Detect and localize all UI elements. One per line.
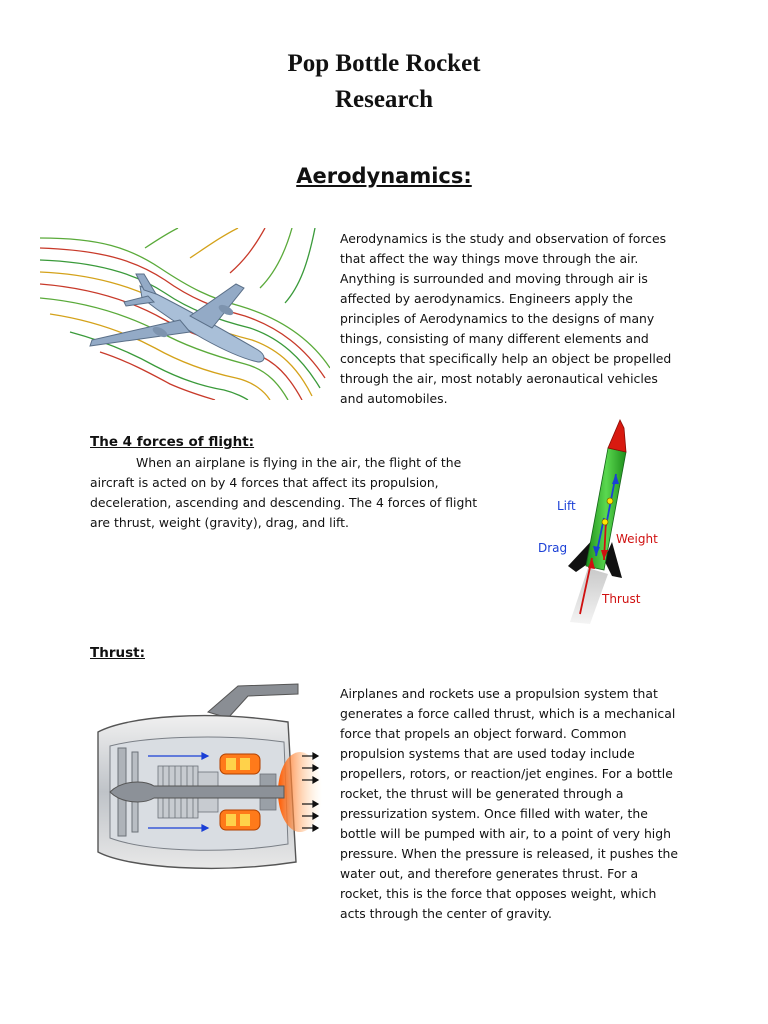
rocket-nose-cone (608, 420, 626, 452)
rocket-forces-diagram (530, 418, 670, 624)
airplane-airflow-image (40, 228, 330, 400)
thrust-paragraph: Airplanes and rockets use a propulsion system that generates a force called thrust, which is a mechanical force that propels an object forward. Common propulsion systems that are used today include propellers, rotors, or reaction/jet engines. For a bottle rocket, the thrust will be generated through a pressurization system. Once filled with water, the bottle will be pumped with air, to a point of very high pressure. When the pressure is released, it pushes the water out, and therefore generates thrust. For a rocket, this is the force that opposes weight, which acts through the center of gravity. (340, 686, 679, 921)
section-heading-aerodynamics: Aerodynamics: (296, 164, 472, 188)
title-line-2: Research (334, 86, 434, 113)
title-line-1: Pop Bottle Rocket (287, 50, 481, 77)
drag-label: Drag (538, 541, 568, 555)
forces-heading: The 4 forces of flight: (90, 434, 255, 450)
weight-label: Weight (616, 532, 658, 546)
lift-label: Lift (557, 499, 576, 513)
document-title (0, 46, 768, 118)
forces-paragraph (90, 453, 498, 533)
jet-engine-cutaway-image (88, 682, 338, 892)
thrust-label: Thrust (602, 592, 641, 606)
aerodynamics-paragraph: Aerodynamics is the study and observation of forces that affect the way things move through the air. Anything is surrounded and moving through air is affected by aerodynamics. Engineers apply the principles of Aerodynamics to the designs of many things, consisting of many different elements and concepts that specifically help an object be propelled through the air, most notably aeronautical vehicles and automobiles. (340, 231, 672, 406)
thrust-heading: Thrust: (90, 645, 145, 661)
forces-paragraph-text: When an airplane is flying in the air, the flight of the aircraft is acted on by 4 forces that affect its propulsion, deceleration, ascending and descending. The 4 forces of flight are thrust, weight (gravity), drag, and lift. (90, 455, 478, 530)
